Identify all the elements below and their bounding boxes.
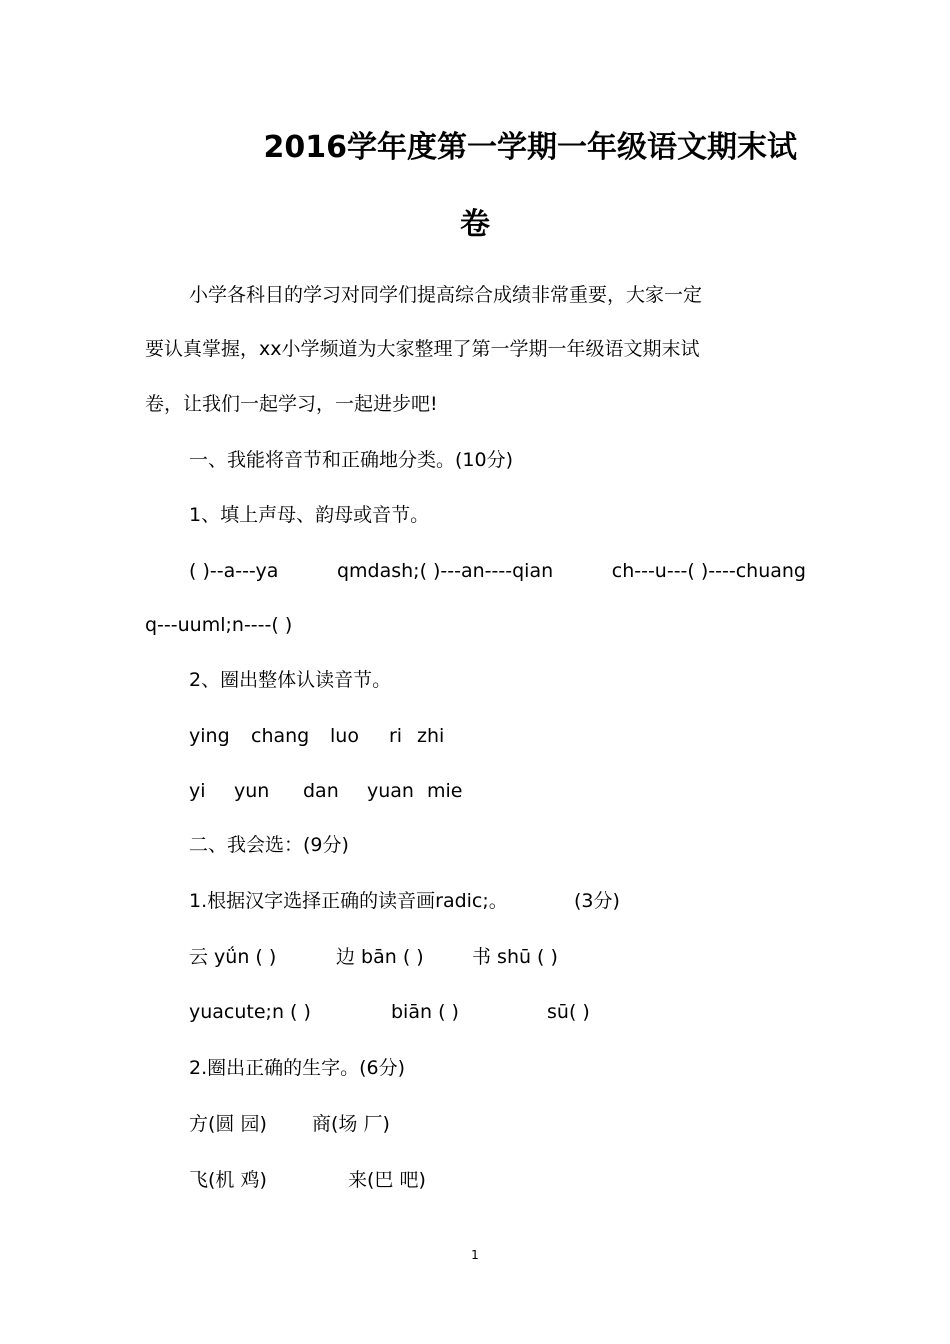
section-2-question-1-score: (3分) [574,890,620,912]
syllable-row-2 [0,777,950,805]
syllable: yun [234,780,270,802]
document-title-line-2: 卷 [460,207,490,242]
char-choice: 方(圆 园) [189,1113,267,1135]
document-title-line-1: 2016学年度第一学期一年级语文期末试 [263,130,797,165]
syllable: zhi [417,725,445,747]
syllable: ying [189,725,230,747]
question-2-heading: 2、圈出整体认读音节。 [189,669,392,691]
reading-item: 边 bān ( ) [336,946,424,968]
syllable: mie [427,780,463,802]
char-row-2 [0,1166,950,1194]
reading-item: biān ( ) [391,1001,459,1023]
intro-paragraph-line-1: 小学各科目的学习对同学们提高综合成绩非常重要，大家一定 [189,284,703,306]
char-choice: 飞(机 鸡) [189,1169,267,1191]
intro-paragraph-line-3: 卷，让我们一起学习，一起进步吧! [145,393,438,415]
syllable: luo [330,725,359,747]
reading-item: yuacute;n ( ) [189,1001,311,1023]
char-choice: 来(巴 吧) [348,1169,426,1191]
section-2-heading: 二、我会选：(9分) [189,834,349,856]
reading-item: sū( ) [547,1001,590,1023]
syllable: ri [389,725,403,747]
fill-item: ( )--a---ya [189,560,279,582]
section-2-question-2-heading: 2.圈出正确的生字。(6分) [189,1057,406,1079]
reading-row-1 [0,943,950,971]
syllable: yuan [367,780,414,802]
question-1-heading: 1、填上声母、韵母或音节。 [189,504,430,526]
section-1-heading: 一、我能将音节和正确地分类。(10分) [189,449,514,471]
section-2-question-1-heading-row [0,887,950,915]
question-1-fill-line-2: q---uuml;n----( ) [145,614,293,636]
reading-item: 书 shū ( ) [472,946,558,968]
reading-row-2 [0,998,950,1026]
char-row-1 [0,1110,950,1138]
intro-paragraph-line-2: 要认真掌握，xx小学频道为大家整理了第一学期一年级语文期末试 [145,338,700,360]
fill-item: qmdash;( )---an----qian [336,560,554,582]
syllable: yi [189,780,206,802]
char-choice: 商(场 厂) [312,1113,390,1135]
syllable-row-1 [0,722,950,750]
question-1-fill-line [189,557,806,585]
page-number: 1 [471,1248,479,1262]
section-2-question-1-heading: 1.根据汉字选择正确的读音画radic;。 [189,890,508,912]
syllable: chang [251,725,310,747]
syllable: dan [303,780,339,802]
reading-item: 云 yǘn ( ) [189,946,277,968]
fill-item: ch---u---( )----chuang [611,560,806,582]
